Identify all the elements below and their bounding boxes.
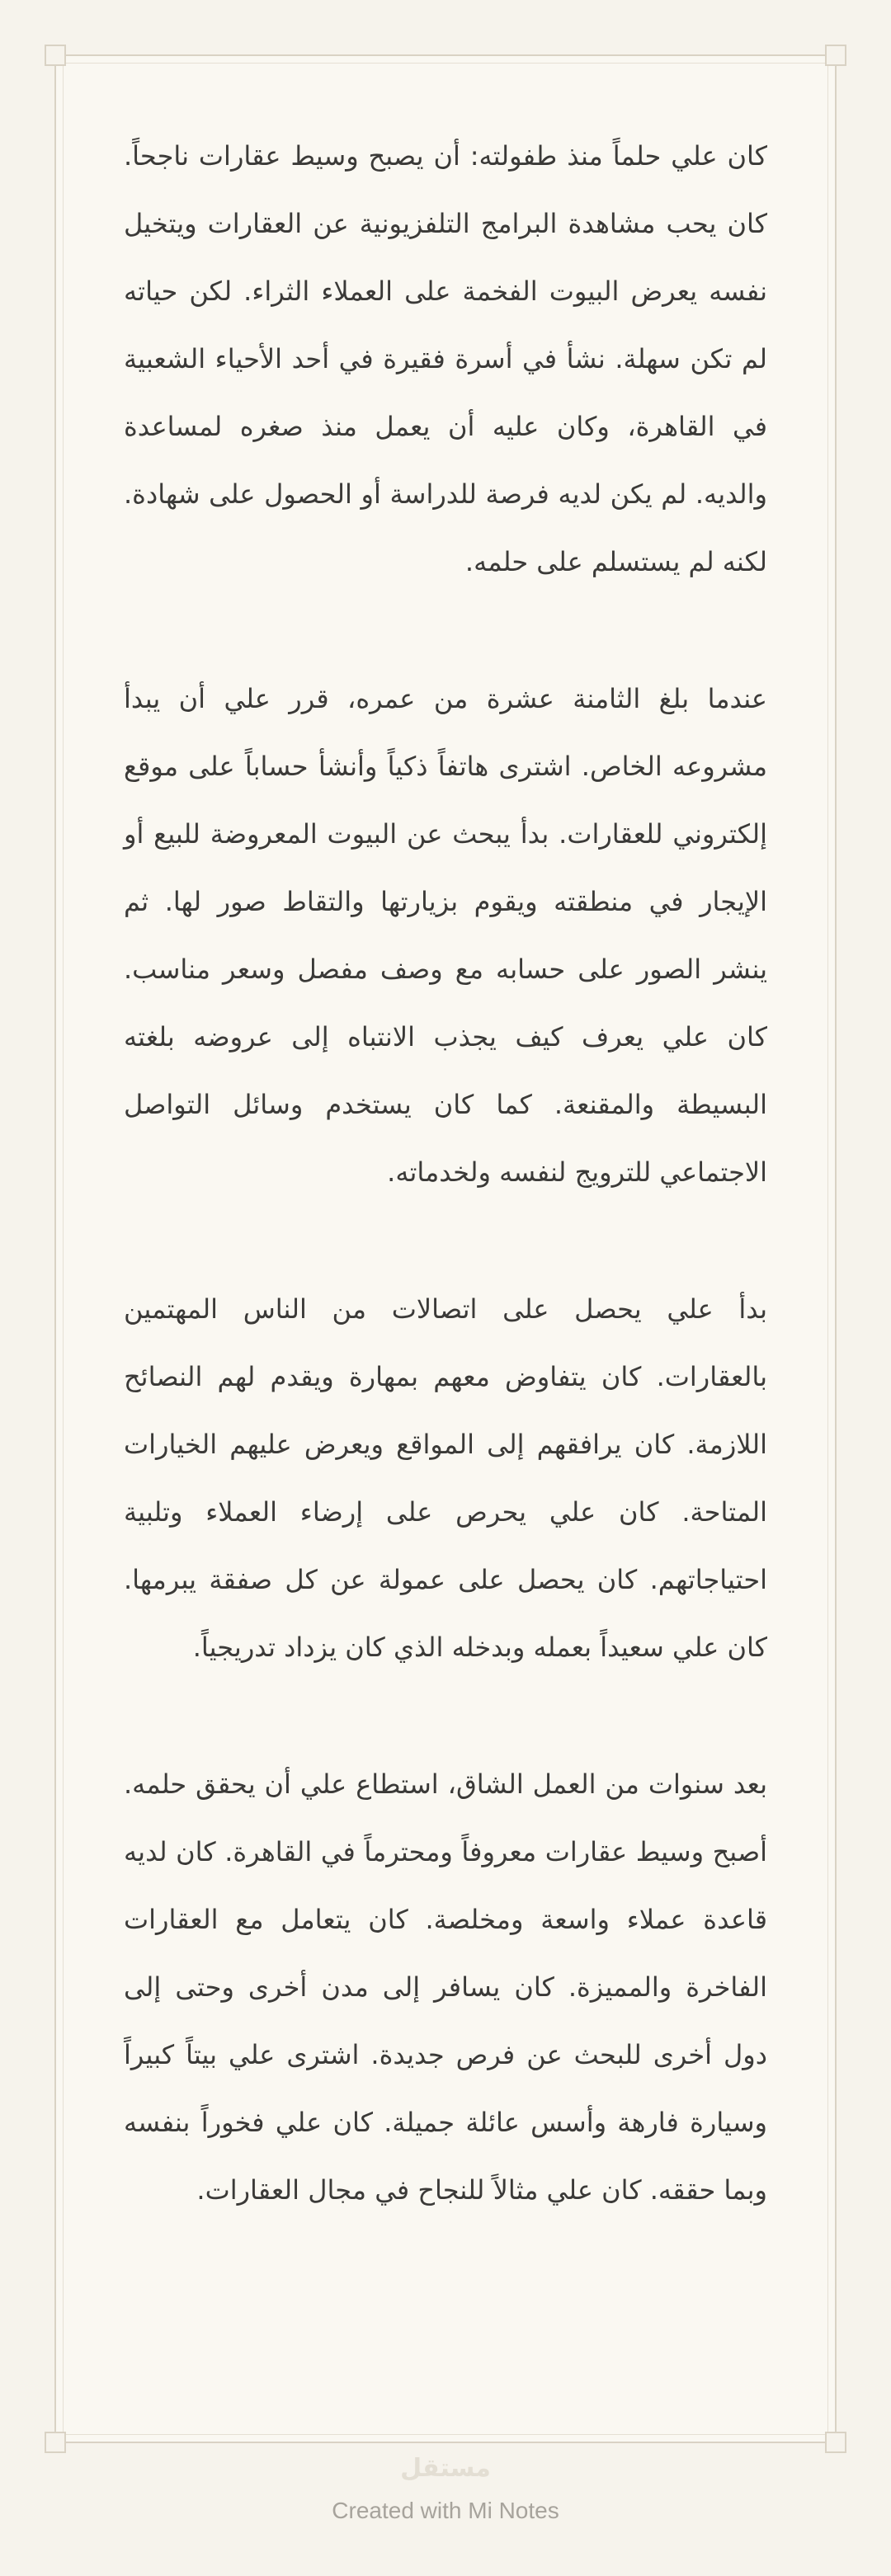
frame-corner-ornament bbox=[825, 45, 846, 66]
frame-corner-ornament bbox=[825, 2432, 846, 2453]
note-paragraph: بعد سنوات من العمل الشاق، استطاع علي أن يحقق حلمه. أصبح وسيط عقارات معروفاً ومحترماً في القاهرة. كان لديه قاعدة عملاء واسعة ومخلصة. كان يتعامل مع العقارات الفاخرة والمميزة. كان يسافر إلى مدن أخرى وحتى إلى دول أخرى للبحث عن فرص جديدة. اشترى علي بيتاً كبيراً وسيارة فارهة وأسس عائلة جميلة. كان علي فخوراً بنفسه وبما حققه. كان علي مثالاً للنجاح في مجال العقارات. bbox=[124, 1768, 767, 2206]
footer-credit: Created with Mi Notes bbox=[332, 2498, 559, 2523]
frame-corner-ornament bbox=[45, 45, 66, 66]
note-paragraph: كان علي حلماً منذ طفولته: أن يصبح وسيط عقارات ناجحاً. كان يحب مشاهدة البرامج التلفزيونية عن العقارات ويتخيل نفسه يعرض البيوت الفخمة على العملاء الثراء. لكن حياته لم تكن سهلة. نشأ في أسرة فقيرة في أحد الأحياء الشعبية في القاهرة، وكان عليه أن يعمل منذ صغره لمساعدة والديه. لم يكن لديه فرصة للدراسة أو الحصول على شهادة. لكنه لم يستسلم على حلمه. bbox=[124, 140, 767, 577]
note-paragraph: عندما بلغ الثامنة عشرة من عمره، قرر علي أن يبدأ مشروعه الخاص. اشترى هاتفاً ذكياً وأنشأ حساباً على موقع إلكتروني للعقارات. بدأ يبحث عن البيوت المعروضة للبيع أو الإيجار في منطقته ويقوم بزيارتها والتقاط صور لها. ثم ينشر الصور على حسابه مع وصف مفصل وسعر مناسب. كان علي يعرف كيف يجذب الانتباه إلى عروضه بلغته البسيطة والمقنعة. كما كان يستخدم وسائل التواصل الاجتماعي للترويج لنفسه ولخدماته. bbox=[124, 683, 767, 1188]
watermark-logo: مستقل bbox=[400, 2454, 491, 2483]
note-body bbox=[124, 122, 767, 2293]
frame-corner-ornament bbox=[45, 2432, 66, 2453]
note-paragraph: بدأ علي يحصل على اتصالات من الناس المهتمين بالعقارات. كان يتفاوض معهم بمهارة ويقدم لهم النصائح اللازمة. كان يرافقهم إلى المواقع ويعرض عليهم الخيارات المتاحة. كان علي يحرص على إرضاء العملاء وتلبية احتياجاتهم. كان يحصل على عمولة عن كل صفقة يبرمها. كان علي سعيداً بعمله وبدخله الذي كان يزداد تدريجياً. bbox=[124, 1293, 767, 1663]
